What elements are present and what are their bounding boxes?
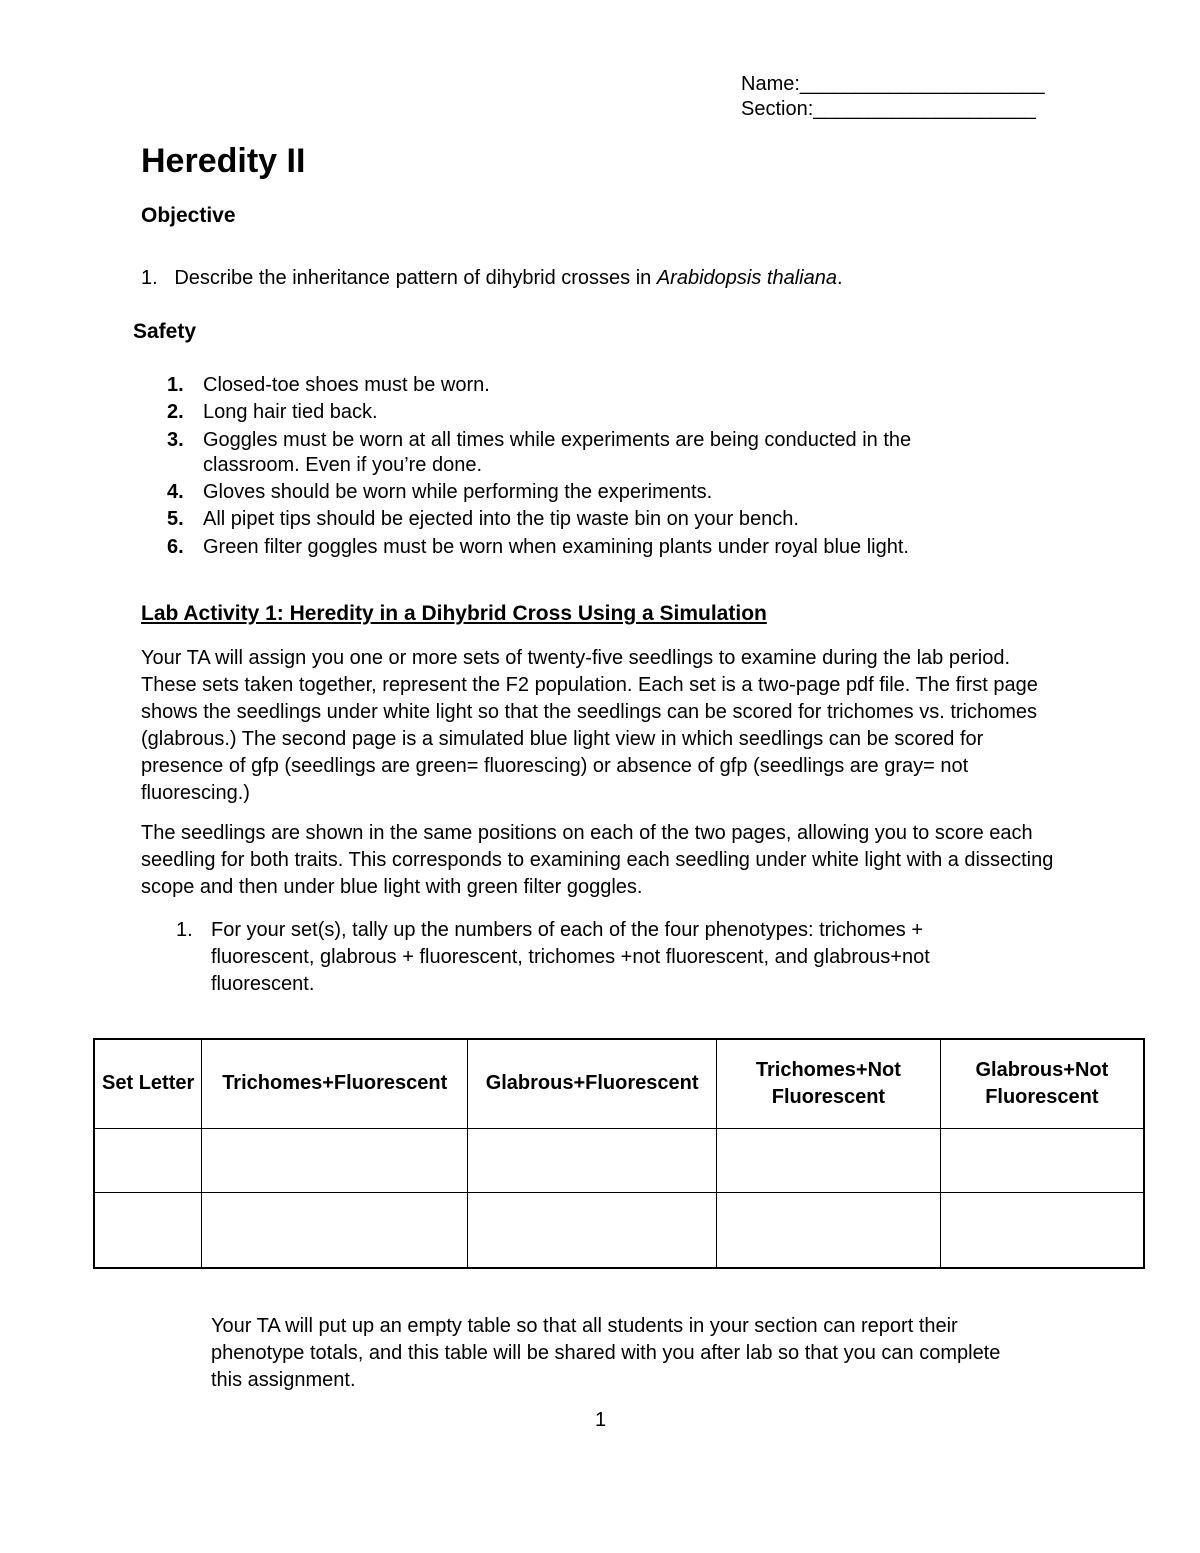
lab-activity-heading: Lab Activity 1: Heredity in a Dihybrid Cross Using a Simulation [141,602,767,625]
table-cell[interactable] [468,1192,717,1268]
safety-item-text: All pipet tips should be ejected into the tip waste bin on your bench. [203,508,799,530]
column-header-glabrous-fluorescent: Glabrous+Fluorescent [468,1039,717,1128]
table-cell[interactable] [94,1128,202,1192]
table-cell[interactable] [940,1192,1144,1268]
phenotype-tally-table [93,1038,1145,1269]
safety-item-number: 5. [167,508,184,530]
objective-item-text: Describe the inheritance pattern of dihybrid crosses in [174,267,657,289]
safety-item [167,428,997,478]
safety-item [167,373,987,398]
step-text: For your set(s), tally up the numbers of each of the four phenotypes: trichomes + fluorescent, glabrous + fluorescent, trichomes +not fluorescent, and glabrous+not fluorescent. [211,919,930,995]
column-header-set-letter: Set Letter [94,1039,202,1128]
safety-item-text: Long hair tied back. [203,401,378,423]
table-cell[interactable] [202,1192,468,1268]
safety-item-number: 4. [167,481,184,503]
step-number: 1. [176,919,193,941]
safety-heading: Safety [133,320,197,343]
objective-item-number: 1. [141,267,158,289]
table-row [94,1192,1144,1268]
safety-item-text: Green filter goggles must be worn when examining plants under royal blue light. [203,536,909,558]
table-cell[interactable] [468,1128,717,1192]
closing-paragraph: Your TA will put up an empty table so that all students in your section can report their phenotype totals, and this table will be shared with you after lab so that you can complete this assignment. [211,1315,1001,1391]
name-field: Name:______________________ [741,73,1045,95]
table-cell[interactable] [94,1192,202,1268]
safety-item-text: Gloves should be worn while performing the experiments. [203,481,713,503]
species-name: Arabidopsis thaliana [656,267,837,289]
table-cell[interactable] [717,1128,941,1192]
safety-item-text: Closed-toe shoes must be worn. [203,374,490,396]
column-header-trichomes-not-fluorescent: Trichomes+Not Fluorescent [717,1039,941,1128]
table-header-row [94,1039,1144,1128]
objective-item-end: . [836,267,843,289]
safety-item-number: 3. [167,429,184,451]
objective-heading: Objective [141,204,236,227]
safety-item-number: 2. [167,401,184,423]
table-cell[interactable] [202,1128,468,1192]
safety-item-number: 1. [167,374,184,396]
column-header-trichomes-fluorescent: Trichomes+Fluorescent [202,1039,468,1128]
safety-item [167,507,987,532]
table-cell[interactable] [717,1192,941,1268]
safety-item [167,400,987,425]
safety-item [167,480,987,505]
section-field: Section:____________________ [741,98,1036,120]
column-header-glabrous-not-fluorescent: Glabrous+Not Fluorescent [940,1039,1144,1128]
objective-item [141,265,1101,292]
safety-item-number: 6. [167,536,184,558]
lab-paragraph-1: Your TA will assign you one or more sets of twenty-five seedlings to examine during the lab period. These sets taken together, represent the F2 population. Each set is a two-page pdf file. The first page shows the seedlings under white light so that the seedlings can be scored for trichomes vs. trichomes (glabrous.) The second page is a simulated blue light view in which seedlings can be scored for presence of gfp (seedlings are green= fluorescing) or absence of gfp (seedlings are gray= not fluorescing.) [141,647,1038,804]
table-cell[interactable] [940,1128,1144,1192]
safety-item-text: Goggles must be worn at all times while experiments are being conducted in the classroom. Even if you’re done. [203,429,912,476]
safety-item [167,535,987,560]
table-row [94,1128,1144,1192]
page-number: 1 [595,1409,607,1431]
page-title: Heredity II [141,142,306,180]
lab-paragraph-2: The seedlings are shown in the same positions on each of the two pages, allowing you to score each seedling for both traits. This corresponds to examining each seedling under white light with a dissecting scope and then under blue light with green filter goggles. [141,822,1054,898]
